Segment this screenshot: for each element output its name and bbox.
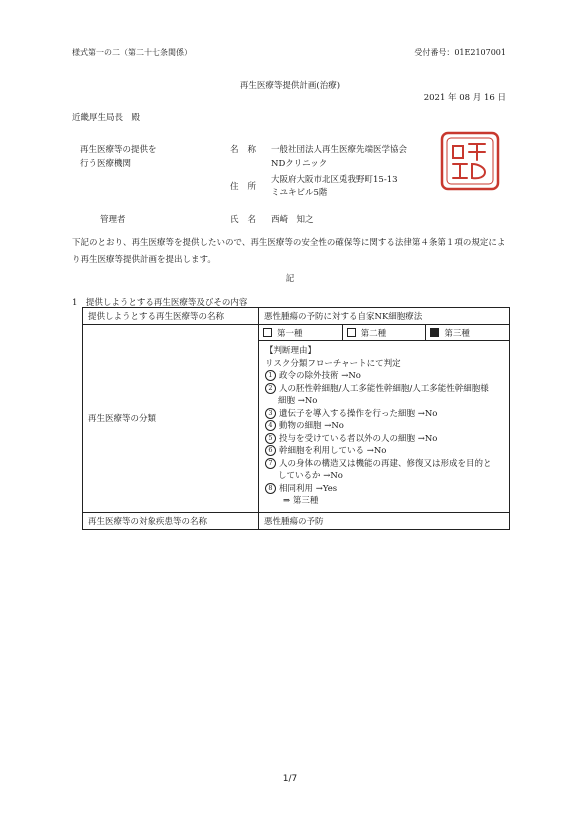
circled-number: 6: [265, 445, 276, 456]
section-1-heading: 1 提供しようとする再生医療等及びその内容: [72, 298, 248, 308]
circled-number: 3: [265, 408, 276, 419]
class-option-3: [426, 325, 509, 340]
intro-paragraph: 下記のとおり、再生医療等を提供したいので、再生医療等の安全性の確保等に関する法律第４条第１項の規定により再生医療等提供計画を提出します。: [72, 238, 506, 265]
institution-label: [80, 143, 157, 171]
therapy-name: 悪性腫瘍の予防に対する自家NK細胞療法: [259, 308, 510, 325]
reason-item-continued: しているか →No: [278, 471, 343, 481]
receipt-number: 受付番号：01E2107001: [414, 48, 506, 57]
circled-number: 1: [265, 370, 276, 381]
manager-name-key: 氏名: [230, 215, 266, 225]
checkbox-checked-icon: [430, 328, 439, 337]
recipient: 近畿厚生局長 殿: [72, 113, 141, 123]
checkbox-icon: [263, 328, 272, 337]
form-number: 様式第一の二（第二十七条関係）: [72, 48, 192, 57]
institution-name-key: 名称: [230, 145, 266, 155]
row-label-therapy-name: 提供しようとする再生医療等の名称: [83, 308, 259, 325]
checkbox-icon: [347, 328, 356, 337]
reason-item-continued: 細胞 →No: [278, 396, 318, 406]
circled-number: 8: [265, 483, 276, 494]
reason-header: 【判断理由】: [265, 346, 317, 356]
class-label-1: 第一種: [277, 328, 303, 339]
ki-heading: 記: [285, 274, 295, 284]
submission-date: 2021 年 08 月 16 日: [423, 93, 506, 103]
reason-item: 1 政令の除外技術 →No: [265, 370, 503, 383]
table-row: [83, 308, 510, 325]
official-seal-stamp: [439, 130, 501, 192]
reason-item: 8 相同利用 →Yes: [265, 483, 503, 496]
document-title: 再生医療等提供計画(治療): [239, 81, 341, 91]
institution-address-key: 住所: [230, 182, 266, 192]
institution-label-line2: 行う医療機関: [80, 159, 132, 169]
reason-item: 5 投与を受けている者以外の人の細胞 →No: [265, 433, 503, 446]
classification-reason: [259, 341, 510, 513]
reason-item: 7 人の身体の構造又は機能の再建、修復又は形成を目的と: [265, 458, 503, 471]
circled-number: 2: [265, 383, 276, 394]
reason-intro: リスク分類フローチャートにて判定: [265, 358, 401, 369]
classification-options: [259, 325, 510, 341]
table-row: [83, 512, 510, 529]
page-number: 1/7: [282, 774, 298, 784]
reason-item: 3 遺伝子を導入する操作を行った細胞 →No: [265, 408, 503, 421]
manager-name: 西崎 知之: [271, 215, 314, 225]
institution-name: [271, 143, 407, 171]
reason-item: 6 幹細胞を利用している →No: [265, 445, 503, 458]
reason-item: 2 人の胚性幹細胞/人工多能性幹細胞/人工多能性幹細胞様: [265, 383, 503, 396]
manager-label: 管理者: [100, 215, 126, 225]
target-disease: 悪性腫瘍の予防: [259, 512, 510, 529]
reason-item: 4 動物の細胞 →No: [265, 420, 503, 433]
plan-table: [82, 307, 510, 530]
circled-number: 4: [265, 420, 276, 431]
reason-result: ⇒ 第三種: [283, 496, 319, 506]
circled-number: 7: [265, 458, 276, 469]
row-label-classification: 再生医療等の分類: [83, 325, 259, 513]
institution-name-line2: NDクリニック: [271, 159, 328, 169]
class-label-3: 第三種: [444, 328, 470, 339]
institution-address: [271, 174, 398, 200]
row-label-target-disease: 再生医療等の対象疾患等の名称: [83, 512, 259, 529]
class-label-2: 第二種: [360, 328, 387, 339]
institution-address-line1: 大阪府大阪市北区兎我野町15-13: [271, 175, 398, 185]
institution-address-line2: ミユキビル5階: [271, 188, 328, 198]
class-option-2: [343, 325, 427, 340]
class-option-1: [259, 325, 343, 340]
circled-number: 5: [265, 433, 276, 444]
table-row: [83, 325, 510, 341]
institution-label-line1: 再生医療等の提供を: [80, 145, 157, 155]
institution-name-line1: 一般社団法人再生医療先端医学協会: [271, 145, 408, 155]
